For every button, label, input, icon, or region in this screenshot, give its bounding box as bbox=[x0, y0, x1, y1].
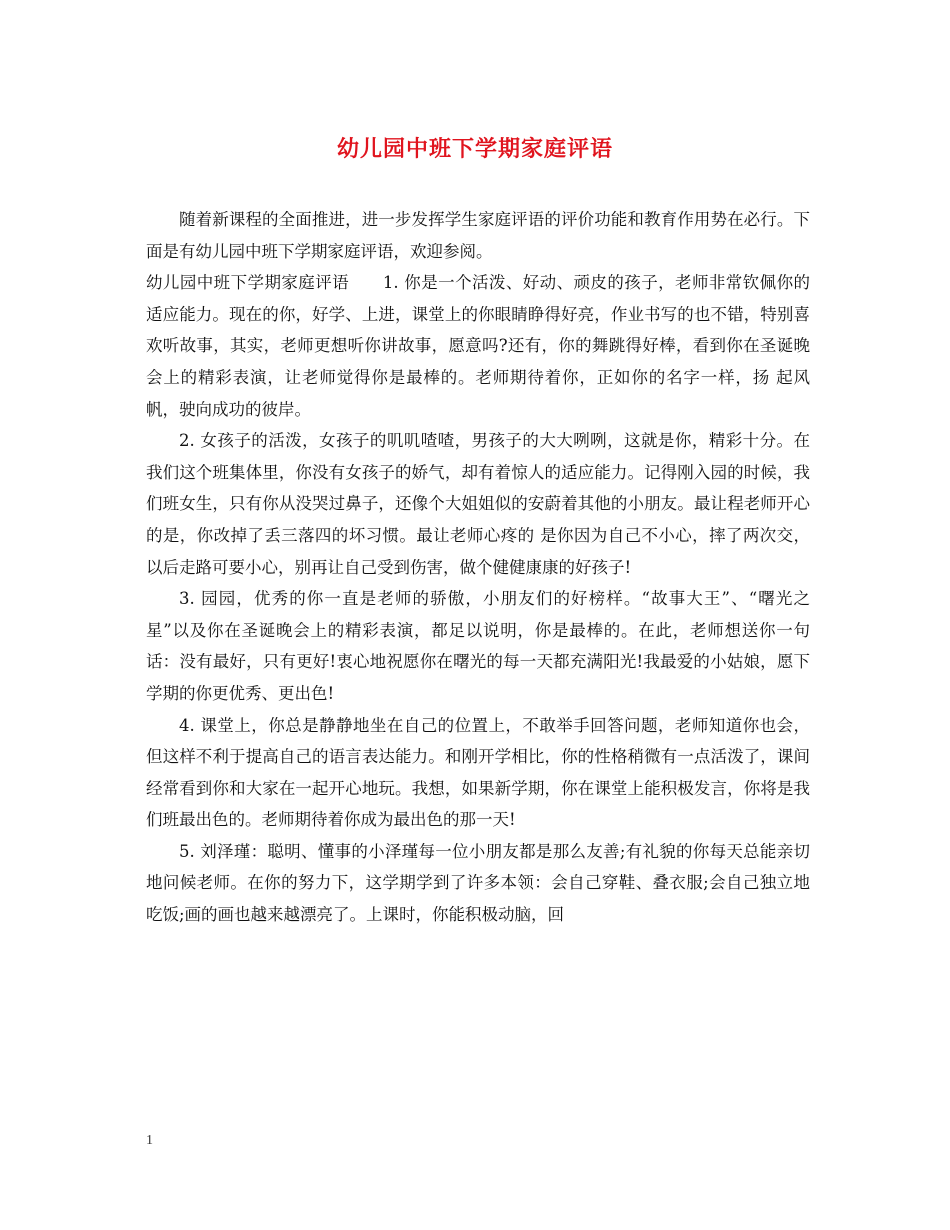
page-number: 1 bbox=[146, 1133, 153, 1148]
document-body bbox=[146, 204, 810, 931]
paragraph-1: 幼儿园中班下学期家庭评语 1. 你是一个活泼、好动、顽皮的孩子，老师非常钦佩你的适应能力。现在的你，好学、上进，课堂上的你眼睛睁得好亮，作业书写的也不错，特别喜欢听故事，其实，老师更想听你讲故事，愿意吗?还有，你的舞跳得好棒，看到你在圣诞晚会上的精彩表演，让老师觉得你是最棒的。老师期待着你，正如你的名字一样，扬 起风帆，驶向成功的彼岸。 bbox=[146, 273, 810, 419]
paragraph-intro: 随着新课程的全面推进，进一步发挥学生家庭评语的评价功能和教育作用势在必行。下面是有幼儿园中班下学期家庭评语，欢迎参阅。 bbox=[146, 210, 810, 261]
paragraph-5: 5. 刘泽瑾：聪明、懂事的小泽瑾每一位小朋友都是那么友善;有礼貌的你每天总能亲切地问候老师。在你的努力下，这学期学到了许多本领：会自己穿鞋、叠衣服;会自己独立地吃饭;画的画也越来越漂亮了。上课时，你能积极动脑，回 bbox=[146, 841, 810, 925]
paragraph-3: 3. 园园，优秀的你一直是老师的骄傲，小朋友们的好榜样。“故事大王”、“曙光之星”以及你在圣诞晚会上的精彩表演，都足以说明，你是最棒的。在此，老师想送你一句话：没有最好，只有更好!衷心地祝愿你在曙光的每一天都充满阳光!我最爱的小姑娘，愿下学期的你更优秀、更出色! bbox=[146, 589, 810, 703]
document-title: 幼儿园中班下学期家庭评语 bbox=[336, 136, 613, 162]
paragraph-2: 2. 女孩子的活泼，女孩子的叽叽喳喳，男孩子的大大咧咧，这就是你，精彩十分。在我们这个班集体里，你没有女孩子的娇气，却有着惊人的适应能力。记得刚入园的时候，我们班女生，只有你从没哭过鼻子，还像个大姐姐似的安蔚着其他的小朋友。最让程老师开心的是，你改掉了丢三落四的坏习惯。最让老师心疼的 是你因为自己不小心，摔了两次交，以后走路可要小心，别再让自己受到伤害，做个健健康康的好孩子! bbox=[146, 431, 810, 577]
paragraph-4: 4. 课堂上，你总是静静地坐在自己的位置上，不敢举手回答问题，老师知道你也会，但这样不利于提高自己的语言表达能力。和刚开学相比，你的性格稍微有一点活泼了，课间经常看到你和大家在一起开心地玩。我想，如果新学期，你在课堂上能积极发言，你将是我们班最出色的。老师期待着你成为最出色的那一天! bbox=[146, 715, 810, 830]
